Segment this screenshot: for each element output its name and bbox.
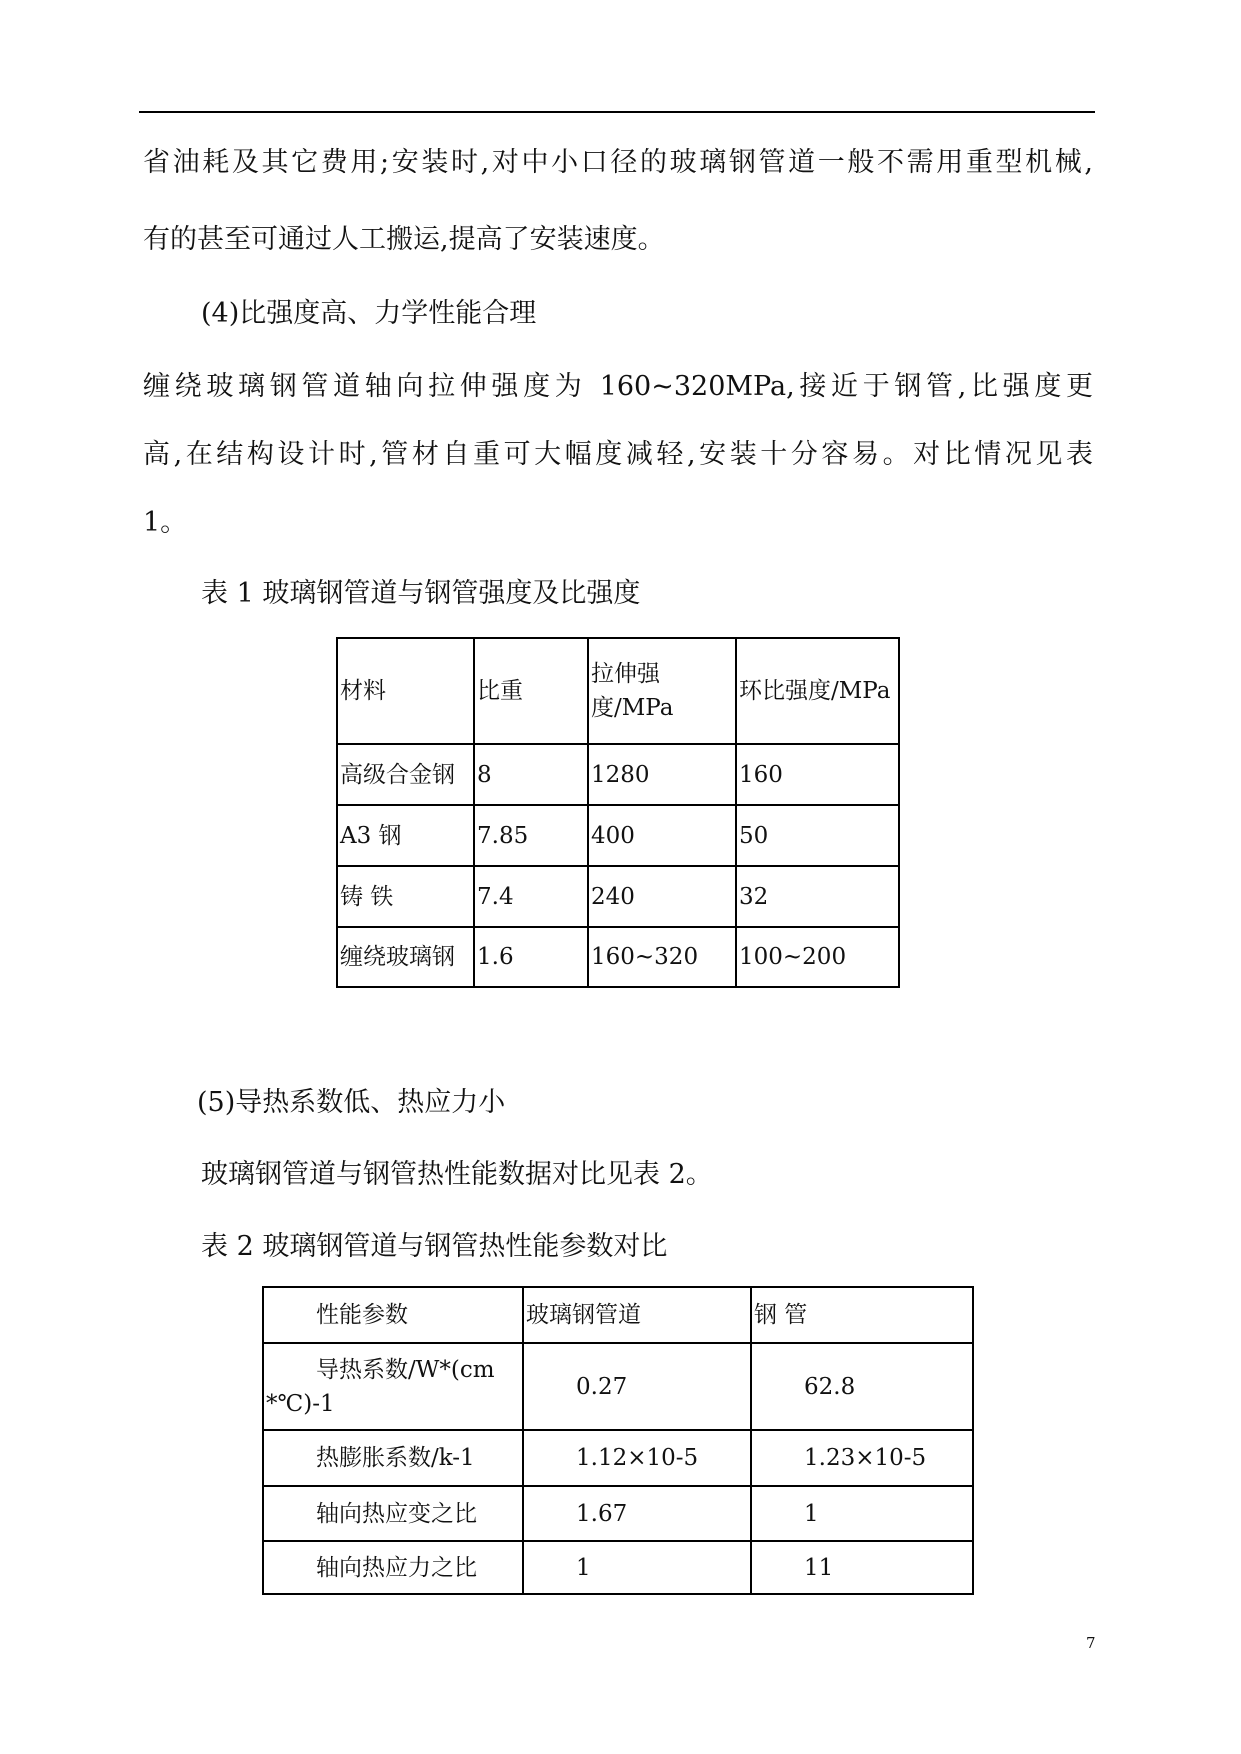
table-cell: 7.85 (474, 805, 588, 866)
body-text-line: 缠绕玻璃钢管道轴向拉伸强度为 160~320MPa,接近于钢管,比强度更 (143, 371, 1093, 402)
table-cell: 11 (751, 1541, 973, 1594)
table-cell: 1280 (588, 744, 736, 805)
table-caption: 表 2 玻璃钢管道与钢管热性能参数对比 (201, 1231, 668, 1262)
table-cell: 高级合金钢 (337, 744, 474, 805)
table-header-cell: 环比强度/MPa (736, 638, 899, 744)
body-text-line: 1。 (143, 507, 188, 538)
table-cell: 240 (588, 866, 736, 927)
table-cell: 32 (736, 866, 899, 927)
table-cell: 7.4 (474, 866, 588, 927)
table-cell: 160 (736, 744, 899, 805)
table-row (263, 1541, 973, 1594)
body-text-line: 有的甚至可通过人工搬运,提高了安装速度。 (143, 224, 665, 255)
body-text-line: 玻璃钢管道与钢管热性能数据对比见表 2。 (201, 1159, 713, 1190)
table-row (337, 744, 899, 805)
table-header-cell: 玻璃钢管道 (523, 1287, 751, 1343)
table-cell: 1 (751, 1486, 973, 1541)
table-cell: 50 (736, 805, 899, 866)
table-header-cell: 性能参数 (263, 1287, 523, 1343)
table-row (337, 805, 899, 866)
header-rule (139, 111, 1095, 113)
table-cell: 1.23×10-5 (751, 1430, 973, 1486)
table-header-cell: 钢 管 (751, 1287, 973, 1343)
table-cell: 100~200 (736, 927, 899, 987)
table-cell: 热膨胀系数/k-1 (263, 1430, 523, 1486)
section-heading: (5)导热系数低、热应力小 (197, 1087, 506, 1118)
strength-table (336, 637, 900, 988)
table-cell: 1.12×10-5 (523, 1430, 751, 1486)
table-cell: 1.67 (523, 1486, 751, 1541)
body-text-line: 省油耗及其它费用;安装时,对中小口径的玻璃钢管道一般不需用重型机械, (143, 147, 1093, 178)
table-cell: 62.8 (751, 1343, 973, 1430)
table-row (263, 1343, 973, 1430)
table-cell: 0.27 (523, 1343, 751, 1430)
table-cell: 1 (523, 1541, 751, 1594)
table-row (337, 866, 899, 927)
table-cell: 铸 铁 (337, 866, 474, 927)
table-caption: 表 1 玻璃钢管道与钢管强度及比强度 (201, 578, 641, 609)
table-row (263, 1430, 973, 1486)
table-cell: A3 钢 (337, 805, 474, 866)
table-cell: 1.6 (474, 927, 588, 987)
table-header-cell: 比重 (474, 638, 588, 744)
table-header-cell: 拉伸强度/MPa (588, 638, 736, 744)
table-cell: 160~320 (588, 927, 736, 987)
table-cell: 缠绕玻璃钢 (337, 927, 474, 987)
table-row (337, 927, 899, 987)
table-header-row (263, 1287, 973, 1343)
table-cell: 轴向热应变之比 (263, 1486, 523, 1541)
table-row (263, 1486, 973, 1541)
page-number: 7 (1086, 1634, 1096, 1652)
table-header-cell: 材料 (337, 638, 474, 744)
table-cell: 400 (588, 805, 736, 866)
body-text-line: 高,在结构设计时,管材自重可大幅度减轻,安装十分容易。对比情况见表 (143, 439, 1093, 470)
table-header-row (337, 638, 899, 744)
thermal-table (262, 1286, 974, 1595)
table-cell: 导热系数/W*(cm*℃)-1 (263, 1343, 523, 1430)
table-cell: 轴向热应力之比 (263, 1541, 523, 1594)
table-cell: 8 (474, 744, 588, 805)
section-heading: (4)比强度高、力学性能合理 (201, 298, 537, 329)
